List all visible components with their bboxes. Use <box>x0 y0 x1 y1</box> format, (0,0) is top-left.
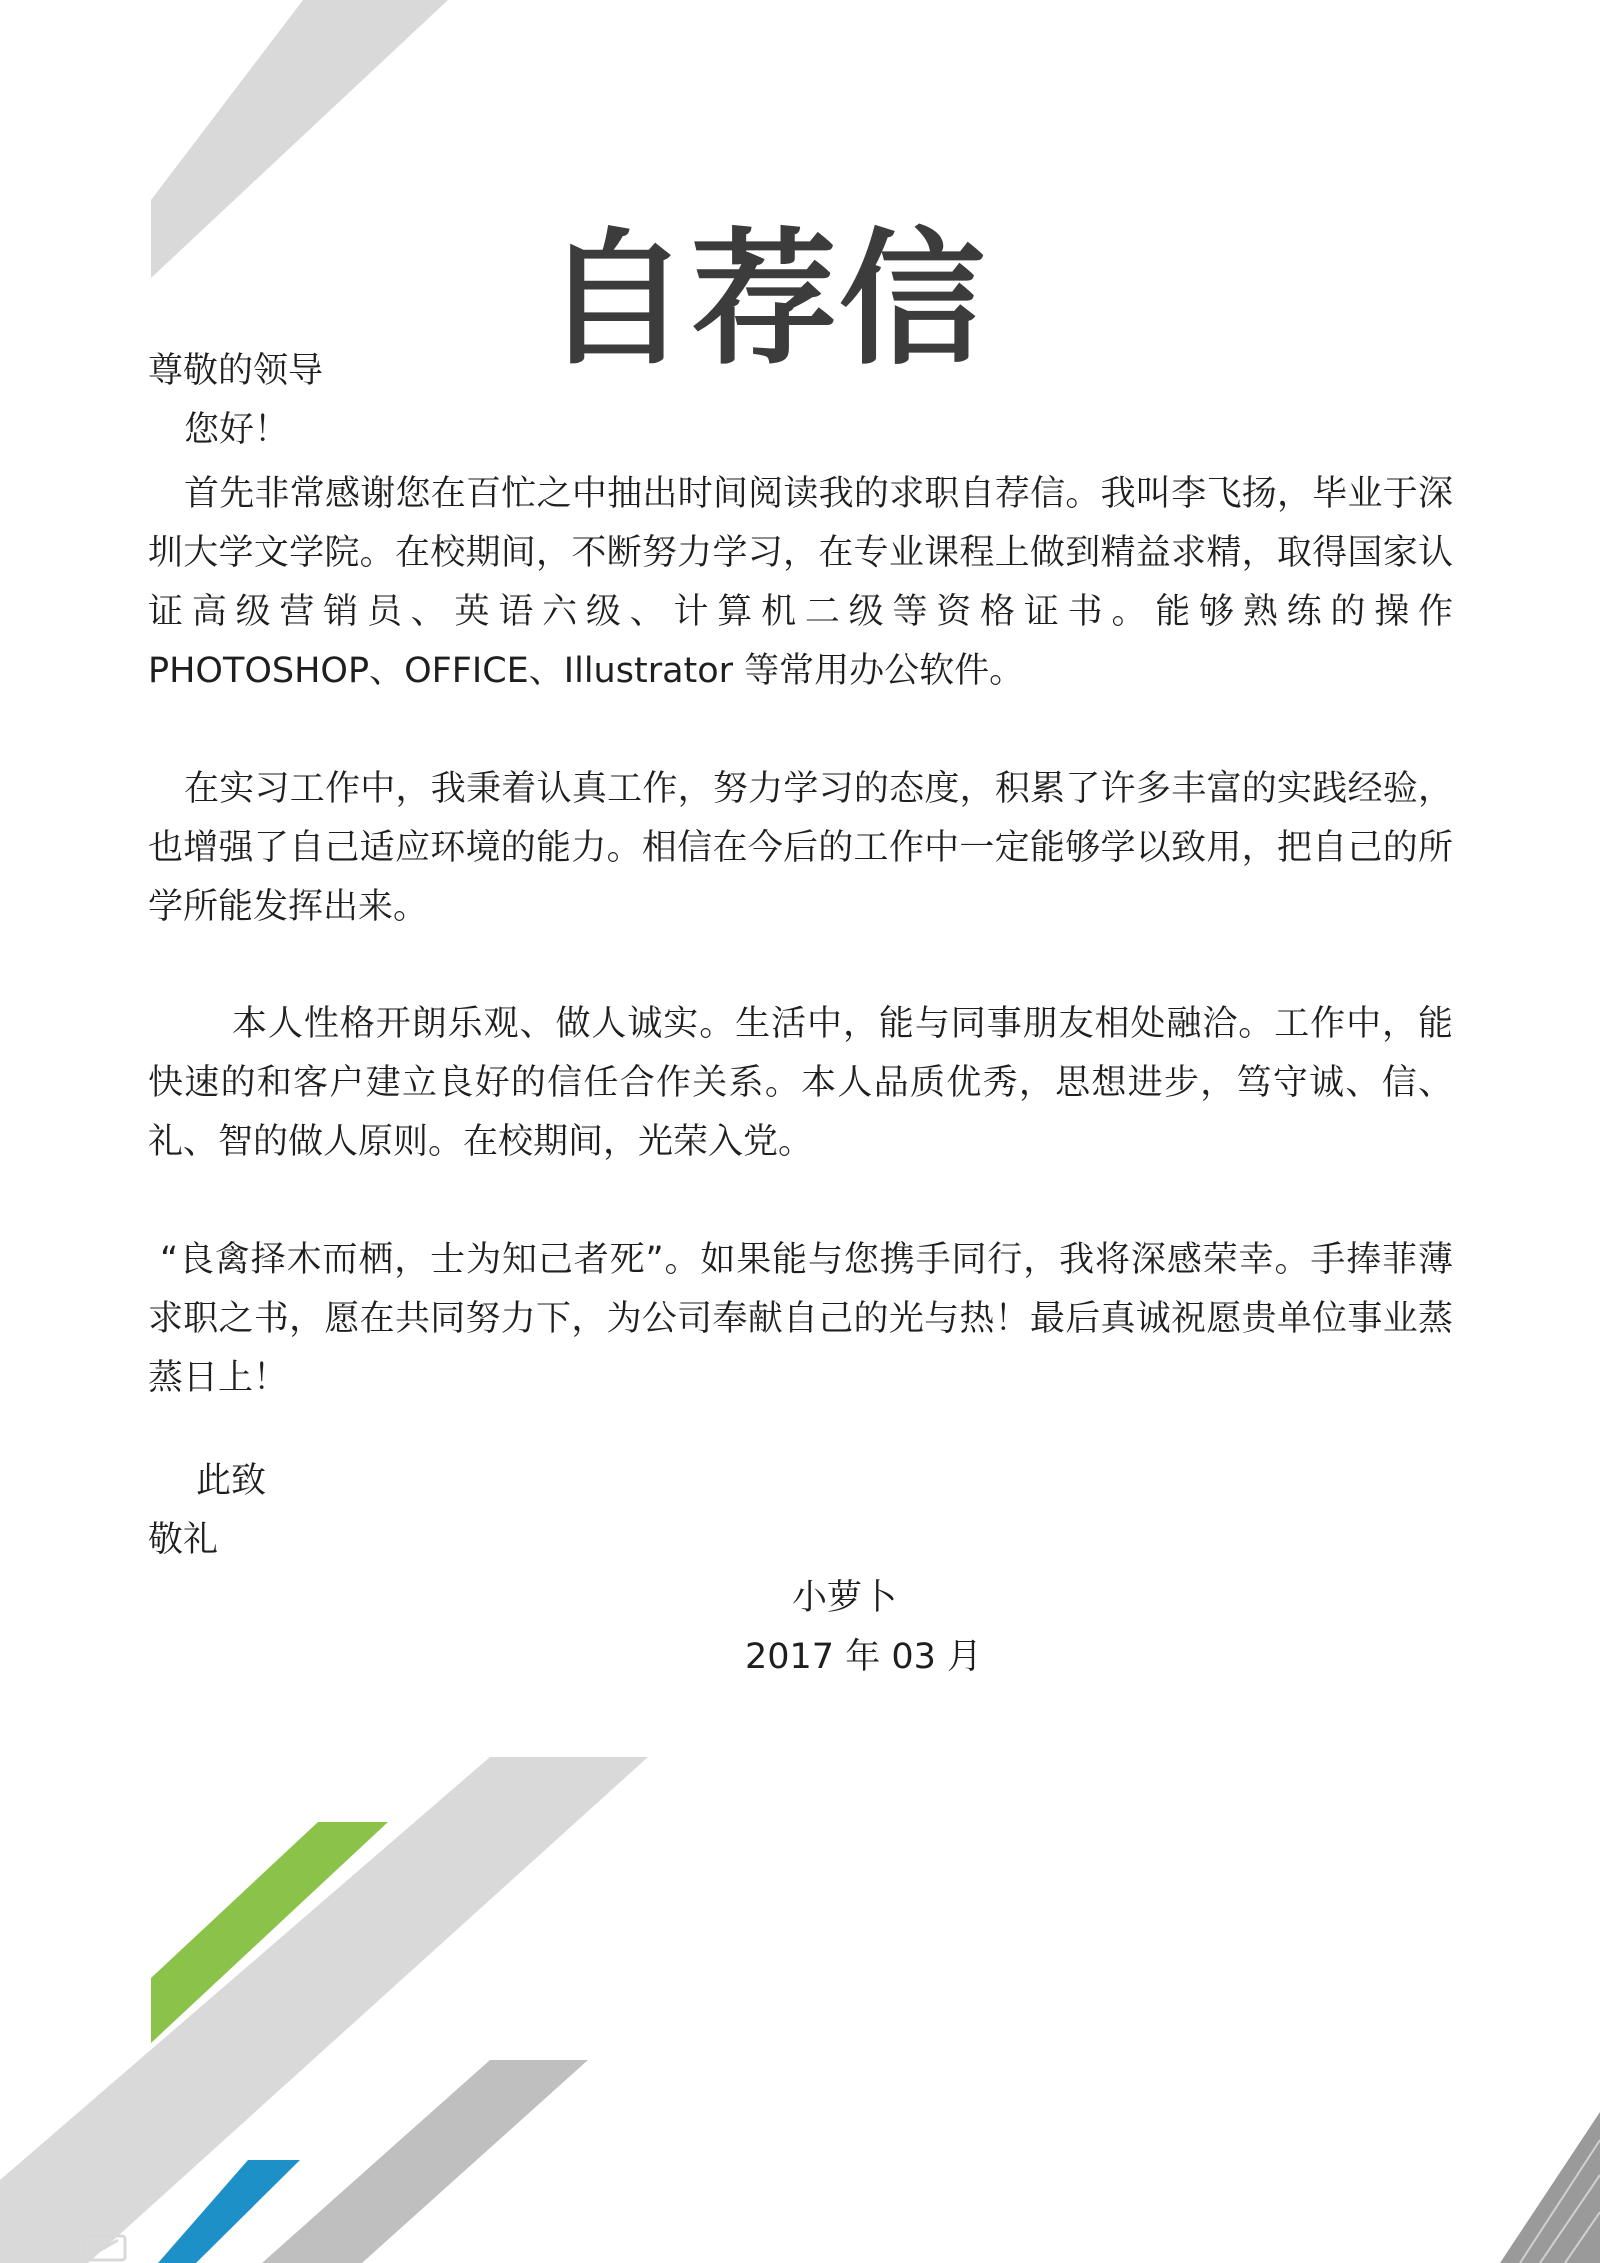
top-left-gray-stripe <box>151 0 448 278</box>
closing-line-1: 此致 <box>196 1461 267 1501</box>
paragraph-personality: 本人性格开朗乐观、做人诚实。生活中，能与同事朋友相处融洽。工作中，能快速的和客户建立良好的信任合作关系。本人品质优秀，思想进步，笃守诚、信、礼、智的做人原则。在校期间，光荣入党。 <box>148 1004 1453 1162</box>
page-title: 自荐信 <box>543 215 987 385</box>
bottom-mid-gray-stripe <box>262 2060 588 2263</box>
salutation: 尊敬的领导 <box>148 351 324 391</box>
closing-line-2: 敬礼 <box>148 1520 219 1560</box>
paragraph-conclusion: “良禽择木而栖，士为知己者死”。如果能与您携手同行，我将深感荣幸。手捧菲薄求职之书，愿在共同努力下，为公司奉献自己的光与热！最后真诚祝愿贵单位事业蒸蒸日上！ <box>148 1240 1453 1398</box>
signer-name: 小萝卜 <box>792 1578 898 1618</box>
paragraph-intro: 首先非常感谢您在百忙之中抽出时间阅读我的求职自荐信。我叫李飞扬，毕业于深圳大学文学院。在校期间，不断努力学习，在专业课程上做到精益求精，取得国家认证高级营销员、英语六级、计算机二级等资格证书。能够熟练的操作PHOTOSHOP、OFFICE、Illustrator 等常用办公软件。 <box>148 474 1453 691</box>
greeting: 您好！ <box>184 410 290 450</box>
city-photo-corner <box>1500 2112 1600 2263</box>
paragraph-internship: 在实习工作中，我秉着认真工作，努力学习的态度，积累了许多丰富的实践经验，也增强了自己适应环境的能力。相信在今后的工作中一定能够学以致用，把自己的所学所能发挥出来。 <box>148 769 1453 927</box>
letter-date: 2017 年 03 月 <box>745 1637 982 1677</box>
